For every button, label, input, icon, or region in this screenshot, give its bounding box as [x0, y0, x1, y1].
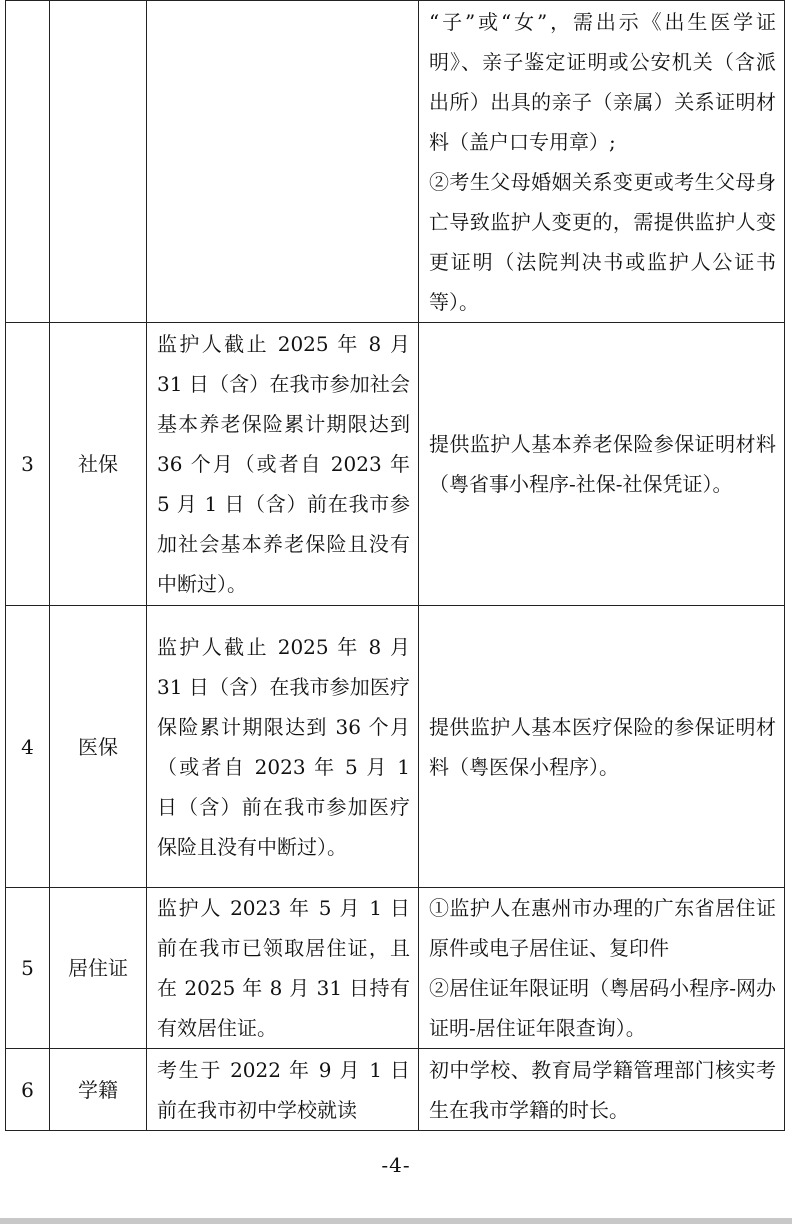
row-number: 3 [6, 323, 50, 606]
row-material [419, 323, 785, 606]
material-text: ①监护人在惠州市办理的广东省居住证原件或电子居住证、复印件 ②居住证年限证明（粤居码小程序-网办证明-居住证年限查询）。 [429, 896, 776, 1040]
page-number: -4- [381, 1153, 411, 1177]
material-text: 提供监护人基本养老保险参保证明材料（粤省事小程序-社保-社保凭证）。 [429, 432, 776, 496]
material-text: “子”或“女”，需出示《出生医学证明》、亲子鉴定证明或公安机关（含派出所）出具的亲子（亲属）关系证明材料（盖户口专用章）; ②考生父母婚姻关系变更或考生父母身亡导致监护人变更的，需提供监护人变更证明（法院判决书或监护人公证书等）。 [429, 9, 776, 314]
condition-text: 考生于 2022 年 9 月 1 日前在我市初中学校就读 [157, 1057, 410, 1122]
row-item: 医保 [50, 606, 147, 888]
row-item: 居住证 [50, 888, 147, 1049]
row-material [419, 606, 785, 888]
row-material [419, 1049, 785, 1131]
row-material [419, 1, 785, 323]
table-row [6, 323, 785, 606]
condition-text: 监护人 2023 年 5 月 1 日前在我市已领取居住证，且在 2025 年 8 月 31 日持有有效居住证。 [157, 896, 410, 1040]
row-number: 5 [6, 888, 50, 1049]
row-condition [147, 1049, 419, 1131]
material-text: 提供监护人基本医疗保险的参保证明材料（粤医保小程序）。 [429, 714, 776, 779]
row-item: 社保 [50, 323, 147, 606]
row-number: 6 [6, 1049, 50, 1131]
row-condition [147, 323, 419, 606]
row-condition [147, 888, 419, 1049]
table-row [6, 1, 785, 323]
condition-text: 监护人截止 2025 年 8 月 31 日（含）在我市参加医疗保险累计期限达到 36 个月（或者自 2023 年 5 月 1 日（含）前在我市参加医疗保险且没有中断过）。 [157, 634, 410, 859]
row-number [6, 1, 50, 323]
page-bottom-edge [0, 1218, 792, 1224]
table-row [6, 888, 785, 1049]
condition-text: 监护人截止 2025 年 8 月 31 日（含）在我市参加社会基本养老保险累计期限达到 36 个月（或者自 2023 年 5 月 1 日（含）前在我市参加社会基本养老保险且没有中断过）。 [157, 332, 410, 596]
requirements-table [5, 0, 785, 1131]
row-condition [147, 606, 419, 888]
table-row [6, 606, 785, 888]
table-row [6, 1049, 785, 1131]
row-item: 学籍 [50, 1049, 147, 1131]
row-item [50, 1, 147, 323]
row-number: 4 [6, 606, 50, 888]
row-condition [147, 1, 419, 323]
material-text: 初中学校、教育局学籍管理部门核实考生在我市学籍的时长。 [429, 1057, 776, 1122]
row-material [419, 888, 785, 1049]
